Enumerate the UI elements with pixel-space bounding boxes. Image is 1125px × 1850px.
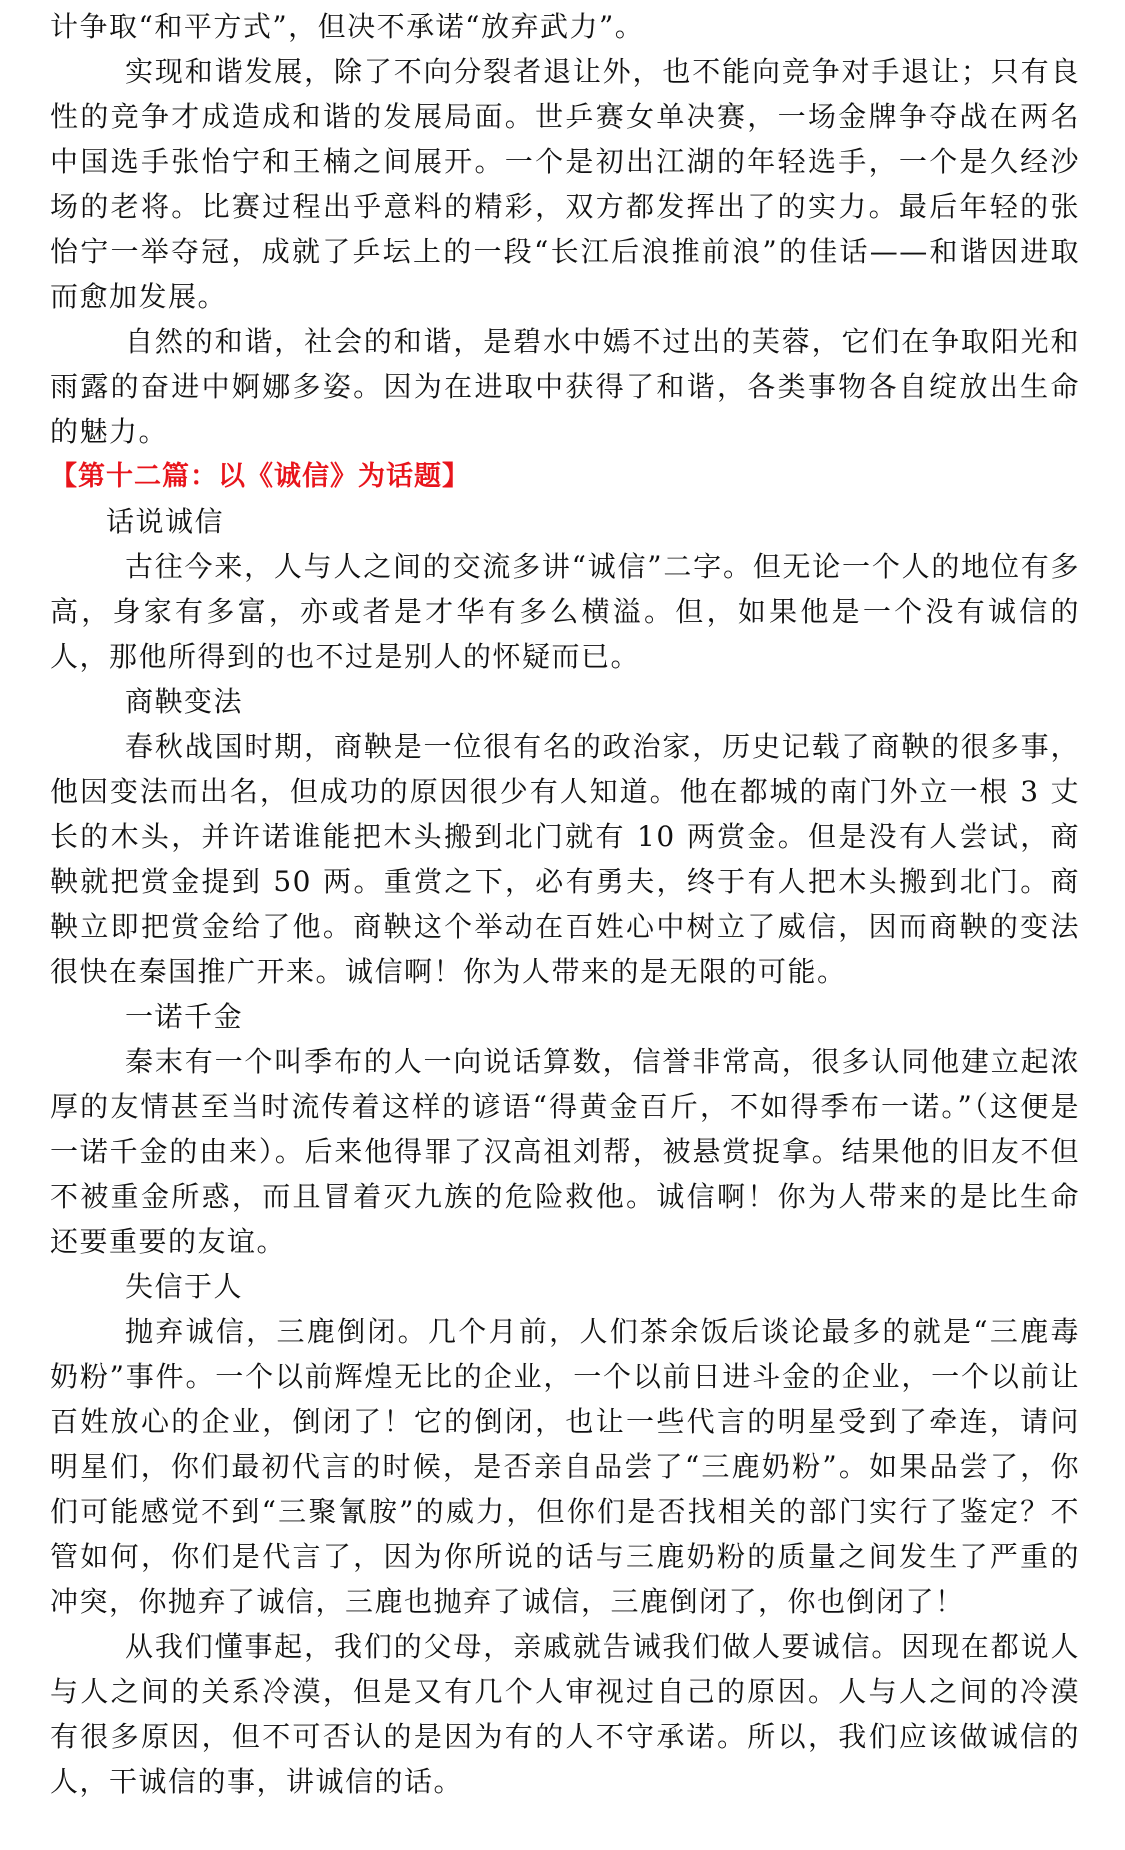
story-paragraph: 抛弃诚信，三鹿倒闭。几个月前，人们茶余饭后谈论最多的就是“三鹿毒奶粉”事件。一个以前辉煌无比的企业，一个以前日进斗金的企业，一个以前让百姓放心的企业，倒闭了！它的倒闭，也让一些代言的明星受到了牵连，请问明星们，你们最初代言的时候，是否亲自品尝了“三鹿奶粉”。如果品尝了，你们可能感觉不到“三聚氰胺”的威力，但你们是否找相关的部门实行了鉴定？不管如何，你们是代言了，因为你所说的话与三鹿奶粉的质量之间发生了严重的冲突，你抛弃了诚信，三鹿也抛弃了诚信，三鹿倒闭了，你也倒闭了！	[50, 1315, 1080, 1618]
previous-article-paragraph: 计争取“和平方式”，但决不承诺“放弃武力”。	[50, 10, 645, 43]
story-paragraph: 春秋战国时期，商鞅是一位很有名的政治家，历史记载了商鞅的很多事，他因变法而出名，但成功的原因很少有人知道。他在都城的南门外立一根 3 丈长的木头，并许诺谁能把木头搬到北门就有 10 两赏金。但是没有人尝试，商鞅就把赏金提到 50 两。重赏之下，必有勇夫，终于有人把木头搬到北门。商鞅立即把赏金给了他。商鞅这个举动在百姓心中树立了威信，因而商鞅的变法很快在秦国推广开来。诚信啊！你为人带来的是无限的可能。	[50, 730, 1080, 988]
section-title: 【第十二篇：以《诚信》为话题】	[50, 461, 470, 492]
story-paragraph: 秦末有一个叫季布的人一向说话算数，信誉非常高，很多认同他建立起浓厚的友情甚至当时流传着这样的谚语“得黄金百斤，不如得季布一诺。”（这便是一诺千金的由来）。后来他得罪了汉高祖刘帮，被悬赏捉拿。结果他的旧友不但不被重金所惑，而且冒着灭九族的危险救他。诚信啊！你为人带来的是比生命还要重要的友谊。	[50, 1045, 1080, 1258]
previous-article-paragraph: 自然的和谐，社会的和谐，是碧水中嫣不过出的芙蓉，它们在争取阳光和雨露的奋进中婀娜多姿。因为在进取中获得了和谐，各类事物各自绽放出生命的魅力。	[50, 325, 1080, 448]
essay-title: 话说诚信	[106, 505, 225, 538]
story-heading: 商鞅变法	[125, 685, 244, 718]
intro-paragraph: 古往今来，人与人之间的交流多讲“诚信”二字。但无论一个人的地位有多高，身家有多富，亦或者是才华有多么横溢。但，如果他是一个没有诚信的人，那他所得到的也不过是别人的怀疑而已。	[50, 550, 1080, 673]
document-page	[50, 4, 1080, 1804]
previous-article-paragraph: 实现和谐发展，除了不向分裂者退让外，也不能向竞争对手退让；只有良性的竞争才成造成和谐的发展局面。世乒赛女单决赛，一场金牌争夺战在两名中国选手张怡宁和王楠之间展开。一个是初出江湖的年轻选手，一个是久经沙场的老将。比赛过程出乎意料的精彩，双方都发挥出了的实力。最后年轻的张怡宁一举夺冠，成就了乒坛上的一段“长江后浪推前浪”的佳话——和谐因进取而愈加发展。	[50, 55, 1080, 313]
conclusion-paragraph: 从我们懂事起，我们的父母，亲戚就告诫我们做人要诚信。因现在都说人与人之间的关系冷漠，但是又有几个人审视过自己的原因。人与人之间的冷漠有很多原因，但不可否认的是因为有的人不守承诺。所以，我们应该做诚信的人，干诚信的事，讲诚信的话。	[50, 1630, 1080, 1798]
story-heading: 失信于人	[125, 1270, 244, 1303]
story-heading: 一诺千金	[125, 1000, 244, 1033]
